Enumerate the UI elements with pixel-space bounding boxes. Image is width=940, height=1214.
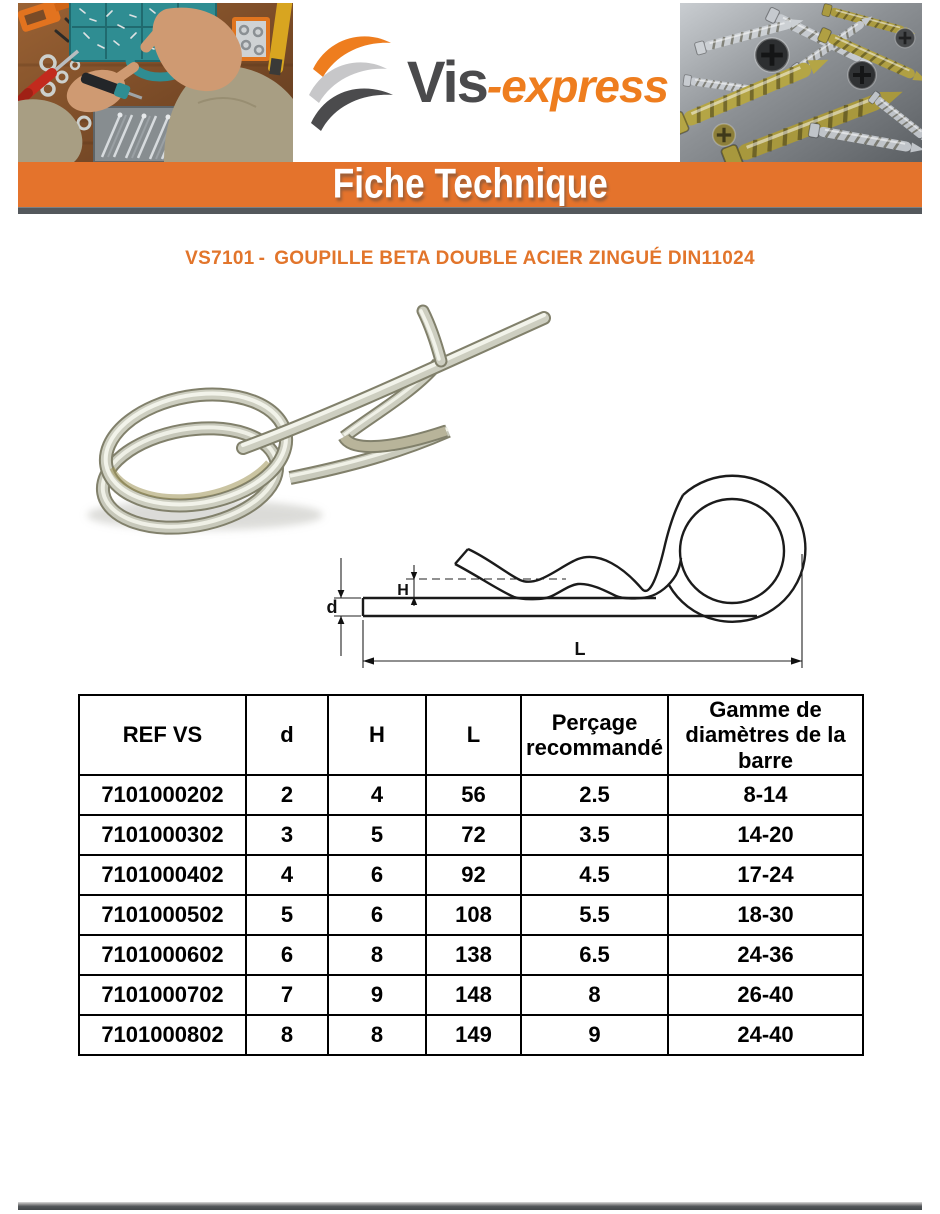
banner-divider (18, 207, 922, 214)
technical-drawing (327, 476, 806, 668)
table-row (79, 855, 863, 895)
col-header-gamme: Gamme de diamètres de la barre (668, 695, 863, 775)
cell-h: 6 (328, 855, 426, 895)
table-row (79, 975, 863, 1015)
header-band (18, 3, 922, 162)
banner-title: Fiche Technique (332, 160, 608, 208)
cell-d: 8 (246, 1015, 328, 1055)
product-photo-goupille (87, 311, 544, 541)
cell-percage: 4.5 (521, 855, 668, 895)
banner (18, 162, 922, 207)
cell-percage: 6.5 (521, 935, 668, 975)
cell-l: 149 (426, 1015, 521, 1055)
dim-label-d: d (326, 597, 338, 617)
drawing-inner-loop (680, 499, 784, 603)
col-header-d: d (246, 695, 328, 775)
cell-l: 72 (426, 815, 521, 855)
product-figure (18, 214, 922, 694)
cell-d: 5 (246, 895, 328, 935)
cell-gamme: 8-14 (668, 775, 863, 815)
cell-h: 6 (328, 895, 426, 935)
product-name: GOUPILLE BETA DOUBLE ACIER ZINGUÉ DIN11024 (274, 248, 755, 269)
cell-ref: 7101000702 (79, 975, 246, 1015)
screws-photo (680, 3, 922, 162)
drawing-wave-upper (468, 495, 683, 591)
cell-gamme: 26-40 (668, 975, 863, 1015)
cell-d: 2 (246, 775, 328, 815)
cell-gamme: 14-20 (668, 815, 863, 855)
cell-h: 8 (328, 1015, 426, 1055)
cell-ref: 7101000202 (79, 775, 246, 815)
table-row (79, 815, 863, 855)
cell-d: 3 (246, 815, 328, 855)
cell-d: 4 (246, 855, 328, 895)
cell-percage: 5.5 (521, 895, 668, 935)
cell-percage: 2.5 (521, 775, 668, 815)
cell-gamme: 17-24 (668, 855, 863, 895)
workbench-photo (18, 3, 293, 162)
brand-logo-swoosh-icon (305, 31, 397, 135)
brand-logo-text (407, 49, 668, 116)
cell-d: 7 (246, 975, 328, 1015)
brand-logo (293, 3, 680, 162)
col-header-percage: Perçage recommandé (521, 695, 668, 775)
table-row (79, 935, 863, 975)
col-header-ref: REF VS (79, 695, 246, 775)
product-ref: VS7101 (185, 248, 255, 269)
col-header-h: H (328, 695, 426, 775)
cell-ref: 7101000502 (79, 895, 246, 935)
cell-h: 5 (328, 815, 426, 855)
cell-l: 92 (426, 855, 521, 895)
cell-l: 148 (426, 975, 521, 1015)
cell-percage: 8 (521, 975, 668, 1015)
cell-gamme: 18-30 (668, 895, 863, 935)
dim-label-l: L (574, 639, 586, 659)
cell-h: 8 (328, 935, 426, 975)
dim-d-lines (334, 558, 361, 656)
cell-gamme: 24-36 (668, 935, 863, 975)
drawing-wire-tip (455, 549, 468, 564)
cell-ref: 7101000602 (79, 935, 246, 975)
cell-percage: 3.5 (521, 815, 668, 855)
dim-label-h: H (397, 582, 409, 599)
cell-ref: 7101000802 (79, 1015, 246, 1055)
cell-l: 108 (426, 895, 521, 935)
cell-ref: 7101000402 (79, 855, 246, 895)
cell-d: 6 (246, 935, 328, 975)
product-title-separator: - (258, 248, 266, 269)
table-row (79, 895, 863, 935)
cell-ref: 7101000302 (79, 815, 246, 855)
cell-h: 9 (328, 975, 426, 1015)
cell-l: 138 (426, 935, 521, 975)
col-header-l: L (426, 695, 521, 775)
brand-name-secondary: -express (486, 60, 669, 112)
table-header-row (79, 695, 863, 775)
brand-name-primary: Vis (406, 50, 487, 115)
cell-gamme: 24-40 (668, 1015, 863, 1055)
bottom-divider (18, 1202, 922, 1210)
table-row (79, 1015, 863, 1055)
table-row (79, 775, 863, 815)
cell-percage: 9 (521, 1015, 668, 1055)
cell-h: 4 (328, 775, 426, 815)
cell-l: 56 (426, 775, 521, 815)
spec-table (78, 694, 864, 1056)
